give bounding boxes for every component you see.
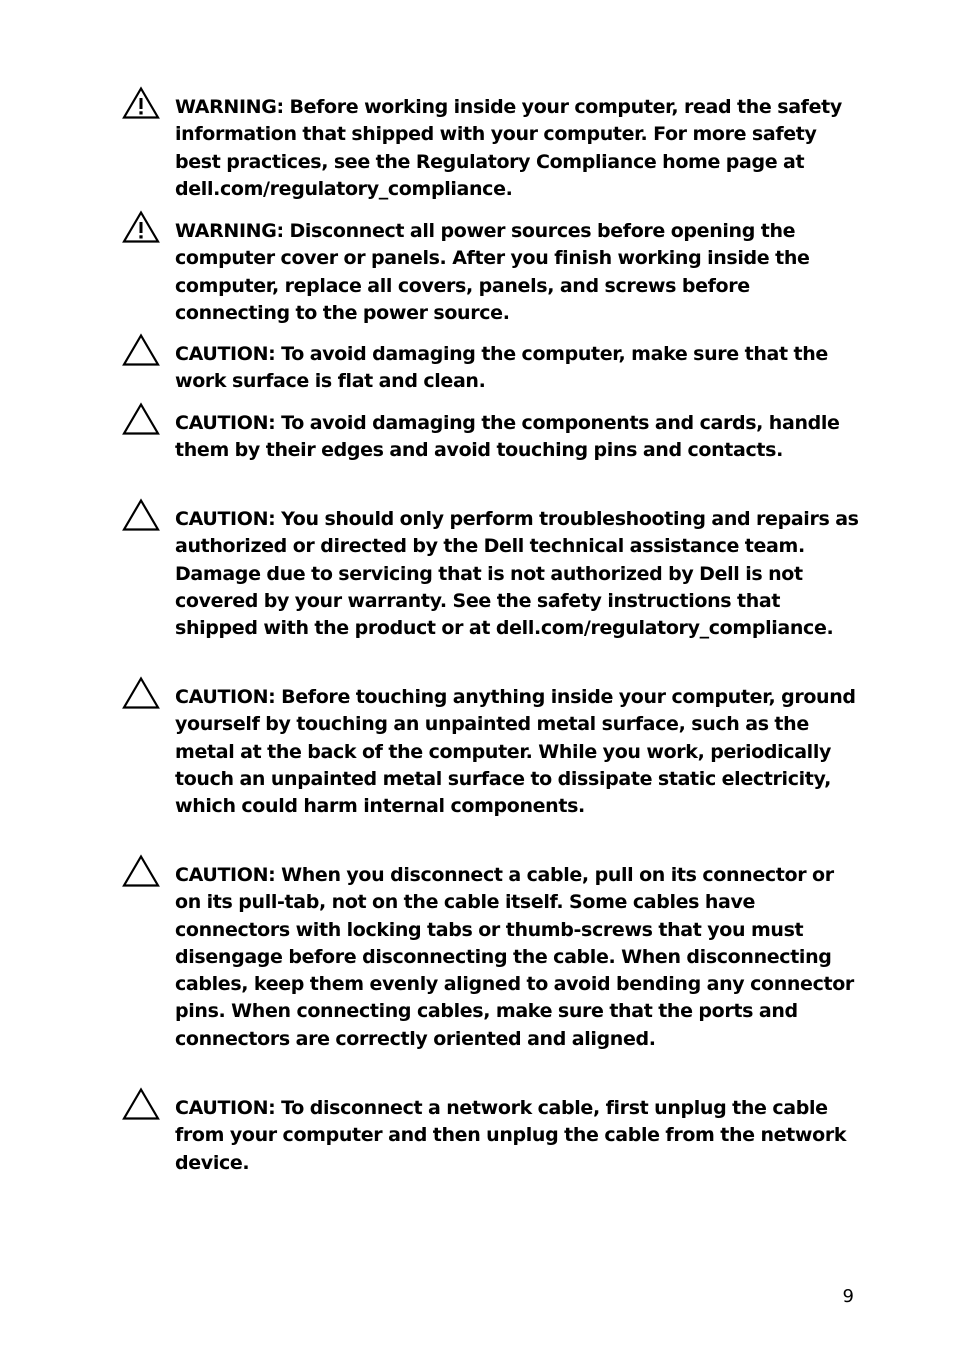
notice-caution-6 xyxy=(122,1095,862,1177)
notice-caution-3 xyxy=(122,506,862,642)
notice-caution-2 xyxy=(122,410,862,465)
notice-text: WARNING: Disconnect all power sources before opening the computer cover or panels. After you finish working inside the computer, replace all covers, panels, and screws before connecting to the power source. xyxy=(175,220,810,324)
notice-warning-1 xyxy=(122,94,862,203)
caution-icon xyxy=(122,498,160,532)
caution-icon xyxy=(122,402,160,436)
caution-icon xyxy=(122,333,160,367)
notice-caution-1 xyxy=(122,341,862,396)
notice-text: CAUTION: To disconnect a network cable, first unplug the cable from your computer and then unplug the cable from the network device. xyxy=(175,1097,847,1174)
notice-text: CAUTION: To avoid damaging the components and cards, handle them by their edges and avoid touching pins and contacts. xyxy=(175,412,840,462)
warning-icon xyxy=(122,210,160,244)
caution-icon xyxy=(122,676,160,710)
notice-text: CAUTION: When you disconnect a cable, pull on its connector or on its pull-tab, not on the cable itself. Some cables have connectors with locking tabs or thumb-screws that you must disengage before disconnecting the cable. When disconnecting cables, keep them evenly aligned to avoid bending any connector pins. When connecting cables, make sure that the ports and connectors are correctly oriented and aligned. xyxy=(175,864,854,1050)
notice-text: CAUTION: You should only perform troubleshooting and repairs as authorized or directed by the Dell technical assistance team. Damage due to servicing that is not authorized by Dell is not covered by your warranty. See the safety instructions that shipped with the product or at dell.com/regulatory_compliance. xyxy=(175,508,859,640)
caution-icon xyxy=(122,854,160,888)
page-number: 9 xyxy=(842,1286,854,1307)
notice-text: CAUTION: Before touching anything inside your computer, ground yourself by touching an unpainted metal surface, such as the metal at the back of the computer. While you work, periodically touch an unpainted metal surface to dissipate static electricity, which could harm internal components. xyxy=(175,686,856,818)
notice-caution-5 xyxy=(122,862,862,1053)
notice-text: CAUTION: To avoid damaging the computer, make sure that the work surface is flat and clean. xyxy=(175,343,828,393)
warning-icon xyxy=(122,86,160,120)
notice-text: WARNING: Before working inside your computer, read the safety information that shipped with your computer. For more safety best practices, see the Regulatory Compliance home page at dell.com/regulatory_compliance. xyxy=(175,96,842,200)
notice-caution-4 xyxy=(122,684,862,820)
notice-warning-2 xyxy=(122,218,862,327)
caution-icon xyxy=(122,1087,160,1121)
